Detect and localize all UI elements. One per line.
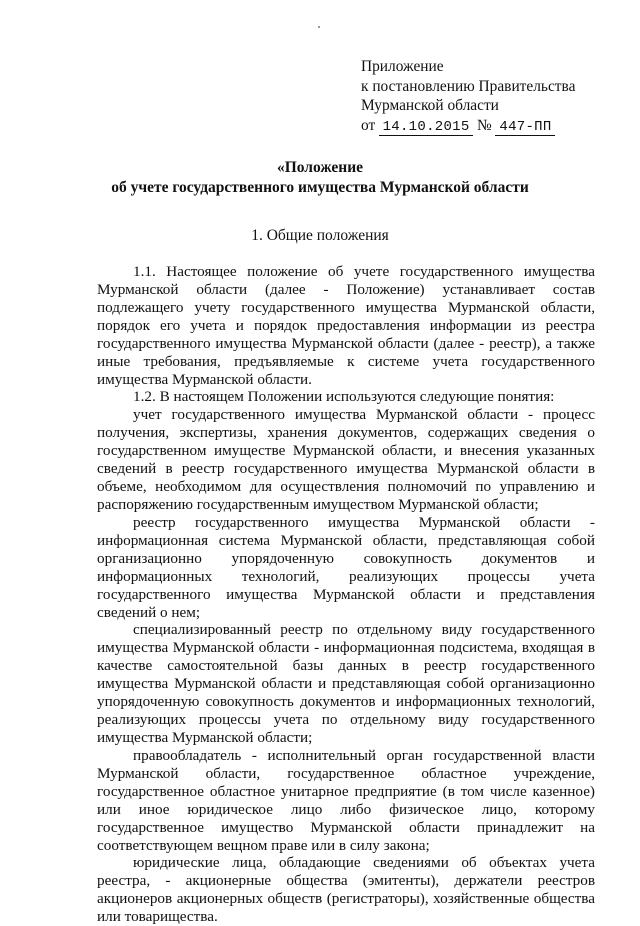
paragraph-1-1: 1.1. Настоящее положение об учете государственного имущества Мурманской области (далее - Положение) устанавливает состав подлежащего учету государственного имущества Мурманской области, порядок его учета и порядок предоставления информации из реестра государственного имущества Мурманской области (далее - реестр), а также иные требования, предъявляемые к системе учета государственного имущества Мурманской области. xyxy=(97,263,595,388)
attachment-resolution: к постановлению Правительства xyxy=(361,77,576,95)
definition-rightholder: правообладатель - исполнительный орган государственной власти Мурманской области, государственное областное учреждение, государственное областное унитарное предприятие (в том числе казенное) или иное юридическое лицо либо физическое лицо, которому государственное имущество Мурманской области принадлежит на соответствующем вещном праве или в силу закона; xyxy=(97,746,595,854)
scan-speck xyxy=(318,26,320,28)
definition-legal-entities: юридические лица, обладающие сведениями об объектах учета реестра, - акционерные общества (эмитенты), держатели реестров акционеров акционерных обществ (регистраторы), хозяйственные общества или товарищества. xyxy=(97,854,595,926)
definition-registry: реестр государственного имущества Мурманской области - информационная система Мурманской области, представляющая собой организационно упорядоченную совокупность документов и информационных технологий, реализующих процессы учета государственного имущества Мурманской области и представления сведений о нем; xyxy=(97,513,595,621)
attachment-block xyxy=(361,57,575,136)
date-value: 14.10.2015 xyxy=(382,118,470,135)
number-field xyxy=(495,118,555,136)
attachment-label: Приложение xyxy=(361,58,444,75)
attachment-date-line xyxy=(361,116,575,136)
attachment-region: Мурманской области xyxy=(361,97,499,114)
number-sign: № xyxy=(476,116,492,134)
document-body xyxy=(97,263,595,926)
definition-specialized-registry: специализированный реестр по отдельному виду государственного имущества Мурманской области - информационная подсистема, входящая в качестве самостоятельной базы данных в реестр государственного имущества Мурманской области и представляющая собой организационно упорядоченную совокупность документов и информационных технологий, реализующих процессы учета по отдельному виду государственного имущества Мурманской области; xyxy=(97,621,595,746)
paragraph-1-2: 1.2. В настоящем Положении используются следующие понятия: xyxy=(133,388,555,406)
date-field xyxy=(379,118,473,136)
date-prefix: от xyxy=(361,116,376,134)
title-line-1: «Положение xyxy=(276,159,364,176)
number-value: 447-ПП xyxy=(499,118,552,135)
definition-accounting: учет государственного имущества Мурманской области - процесс получения, экспертизы, хранения документов, содержащих сведения о государственном имуществе Мурманской области, и внесения указанных сведений в реестр государственного имущества Мурманской области в объеме, необходимом для осуществления полномочий по управлению и распоряжению государственным имуществом Мурманской области; xyxy=(97,406,595,513)
section-heading: 1. Общие положения xyxy=(251,227,389,244)
title-line-2: об учете государственного имущества Мурманской области xyxy=(111,178,529,196)
document-title xyxy=(60,158,580,197)
